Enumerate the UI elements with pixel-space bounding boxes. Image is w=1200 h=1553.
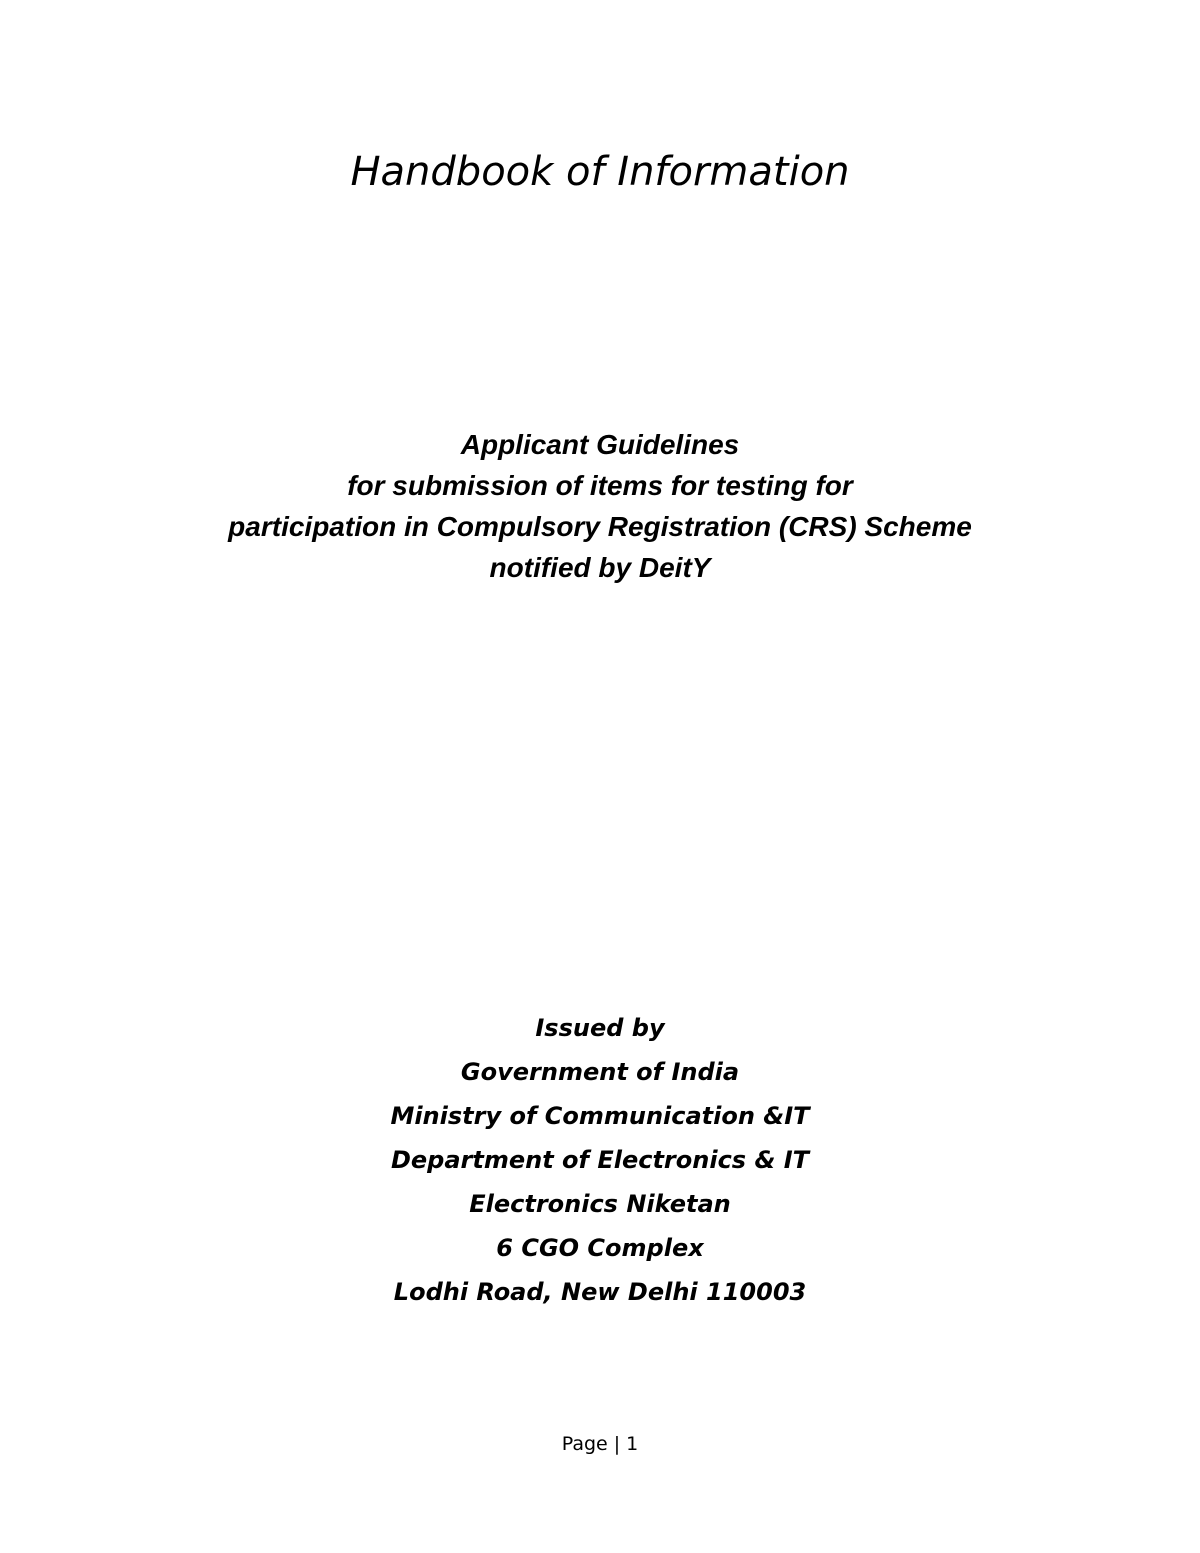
page-footer <box>0 1430 1200 1458</box>
page-label: Page <box>561 1433 608 1455</box>
issuer-line: 6 CGO Complex <box>496 1234 704 1262</box>
issuer-line: Department of Electronics & IT <box>390 1146 810 1174</box>
guidelines-heading: Applicant Guidelines <box>460 429 740 460</box>
issuer-line: Ministry of Communication &IT <box>390 1102 810 1130</box>
issuer-line: Lodhi Road, New Delhi 110003 <box>393 1278 807 1306</box>
document-title: Handbook of Information <box>350 149 850 195</box>
guidelines-block <box>0 424 1200 588</box>
issued-by-label: Issued by <box>535 1014 665 1042</box>
issuer-line: Electronics Niketan <box>469 1190 731 1218</box>
page-separator: | <box>613 1433 621 1455</box>
guidelines-line-4: notified by DeitY <box>489 552 711 583</box>
guidelines-line-2: for submission of items for testing for <box>347 470 853 501</box>
guidelines-line-3: participation in Compulsory Registration (CRS) Scheme <box>228 511 972 542</box>
issuer-block <box>0 1006 1200 1314</box>
issuer-line: Government of India <box>460 1058 740 1086</box>
page-number: 1 <box>626 1433 639 1455</box>
